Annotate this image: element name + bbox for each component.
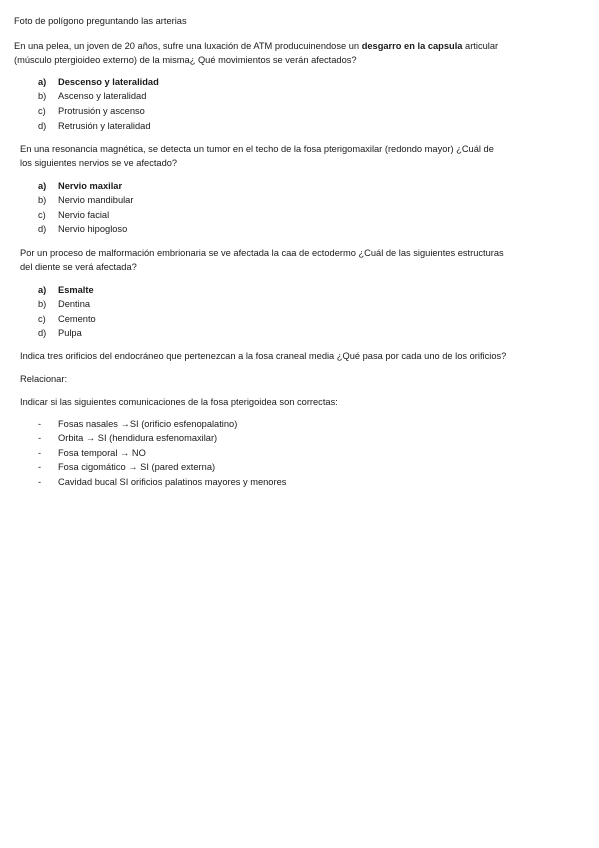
question-1-text-post: articular	[465, 41, 499, 51]
question-1-text-pre: En una pelea, un joven de 20 años, sufre una luxación de ATM producuinendose un	[14, 41, 362, 51]
option-text: Nervio hipogloso	[58, 224, 128, 234]
list-item: Fosas nasales →SI (orificio esfenopalatino)	[58, 419, 238, 429]
option-text: Nervio facial	[58, 210, 110, 220]
option-text: Dentina	[58, 299, 91, 309]
option-text: Nervio maxilar	[58, 181, 123, 191]
question-4: Indica tres orificios del endocráneo que pertenezcan a la fosa craneal media ¿Qué pasa por cada uno de los orificios?	[20, 351, 507, 361]
option-marker: d)	[38, 328, 47, 338]
question-1-line-1	[14, 40, 498, 53]
option-text: Esmalte	[58, 285, 94, 295]
option-marker: c)	[38, 210, 46, 220]
list-bullet: -	[38, 419, 42, 429]
list-item: Orbita → SI (hendidura esfenomaxilar)	[58, 433, 218, 443]
option-text: Pulpa	[58, 328, 82, 338]
option-marker: d)	[38, 121, 47, 131]
list-item: Fosa cigomático → SI (pared externa)	[58, 462, 216, 472]
option-marker: b)	[38, 195, 47, 205]
option-text: Nervio mandibular	[58, 195, 134, 205]
option-text: Descenso y lateralidad	[58, 77, 159, 87]
option-marker: c)	[38, 314, 46, 324]
question-1-text-bold: desgarro en la capsula	[361, 41, 466, 51]
option-marker: c)	[38, 106, 46, 116]
option-marker: a)	[38, 77, 47, 87]
option-marker: a)	[38, 181, 47, 191]
list-bullet: -	[38, 448, 42, 458]
list-bullet: -	[38, 462, 42, 472]
option-marker: a)	[38, 285, 47, 295]
list-item: Fosa temporal → NO	[58, 448, 146, 458]
question-6-intro: Indicar si las siguientes comunicaciones de la fosa pterigoidea son correctas:	[20, 397, 338, 407]
document-title: Foto de polígono preguntando las arterias	[14, 16, 187, 26]
option-text: Protrusión y ascenso	[58, 106, 145, 116]
question-1-line-2: (músculo ptergioideo externo) de la misma¿ Qué movimientos se verán afectados?	[14, 55, 357, 65]
question-3-line-1: Por un proceso de malformación embrionaria se ve afectada la caa de ectodermo ¿Cuál de las siguientes estructuras	[20, 248, 504, 258]
question-5: Relacionar:	[20, 374, 68, 384]
option-marker: d)	[38, 224, 47, 234]
option-text: Retrusión y lateralidad	[58, 121, 151, 131]
option-text: Cemento	[58, 314, 96, 324]
option-marker: b)	[38, 299, 47, 309]
question-2-line-1: En una resonancia magnética, se detecta un tumor en el techo de la fosa pterigomaxilar (redondo mayor) ¿Cuál de	[20, 144, 494, 154]
option-text: Ascenso y lateralidad	[58, 91, 147, 101]
option-marker: b)	[38, 91, 47, 101]
list-item: Cavidad bucal SI orificios palatinos mayores y menores	[58, 477, 287, 487]
question-3-line-2: del diente se verá afectada?	[20, 262, 137, 272]
question-2-line-2: los siguientes nervios se ve afectado?	[20, 158, 178, 168]
list-bullet: -	[38, 433, 42, 443]
list-bullet: -	[38, 477, 42, 487]
